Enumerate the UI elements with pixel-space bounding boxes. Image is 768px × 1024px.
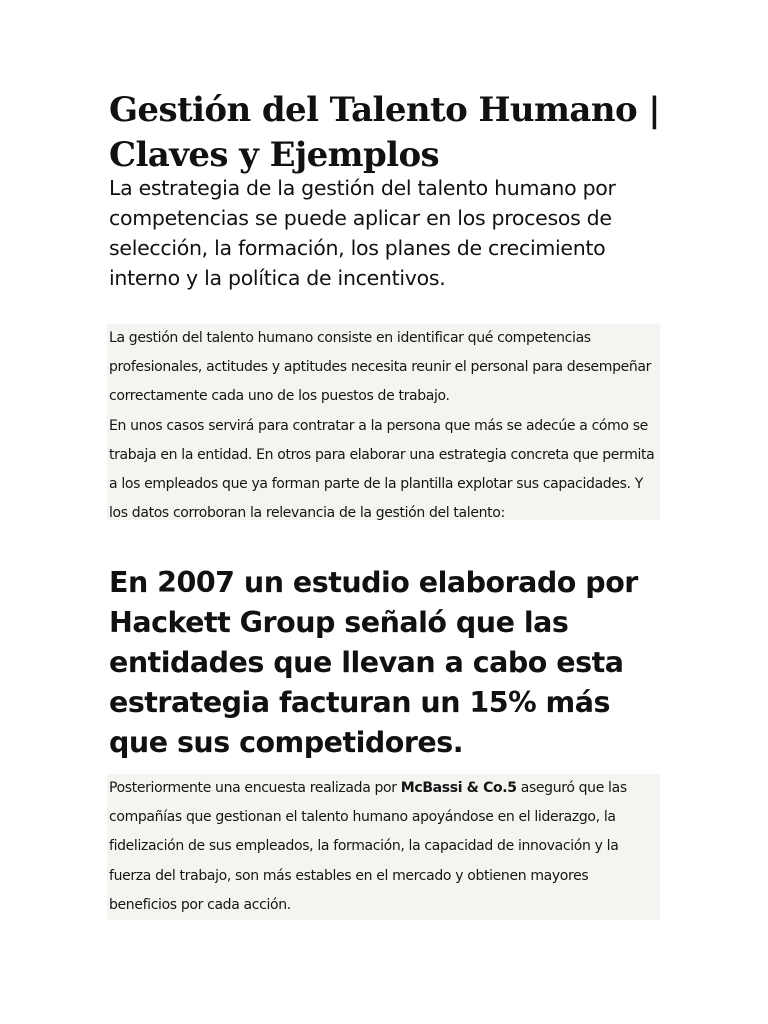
article-title-line-1: Gestión del Talento Humano |	[109, 90, 661, 130]
paragraph-1: La gestión del talento humano consiste en identificar qué competencias profesionales, actitudes y aptitudes necesita reunir el personal para desempeñar correctamente cada uno de los puestos de trabajo.	[109, 330, 652, 405]
paragraph-2: En unos casos servirá para contratar a la persona que más se adecúe a cómo se trabaja en la entidad. En otros para elaborar una estrategia concreta que permita a los empleados que ya forman parte de la plantilla explotar sus capacidades. Y los datos corroboran la relevancia de la gestión del talento:	[109, 417, 655, 522]
article-title	[109, 88, 661, 178]
paragraph-3	[109, 774, 660, 920]
paragraph-3-end: aseguró que las compañías que gestionan el talento humano apoyándose en el liderazgo, la fidelización de sus empleados, la formación, la capacidad de innovación y la fuerza del trabajo, son más estables en el mercado y obtienen mayores beneficios por cada acción.	[109, 780, 627, 913]
highlight-heading: En 2007 un estudio elaborado por Hackett Group señaló que las entidades que llevan a cabo esta estrategia facturan un 15% más que sus competidores.	[109, 566, 638, 759]
article-lead: La estrategia de la gestión del talento humano por competencias se puede aplicar en los procesos de selección, la formación, los planes de crecimiento interno y la política de incentivos.	[109, 176, 616, 290]
company-name: McBassi & Co.5	[400, 780, 517, 796]
paragraph-3-start: Posteriormente una encuesta realizada por	[109, 780, 401, 796]
quote-block-1	[107, 324, 660, 520]
article-title-line-2: Claves y Ejemplos	[109, 135, 440, 175]
quote-block-2	[107, 774, 660, 920]
